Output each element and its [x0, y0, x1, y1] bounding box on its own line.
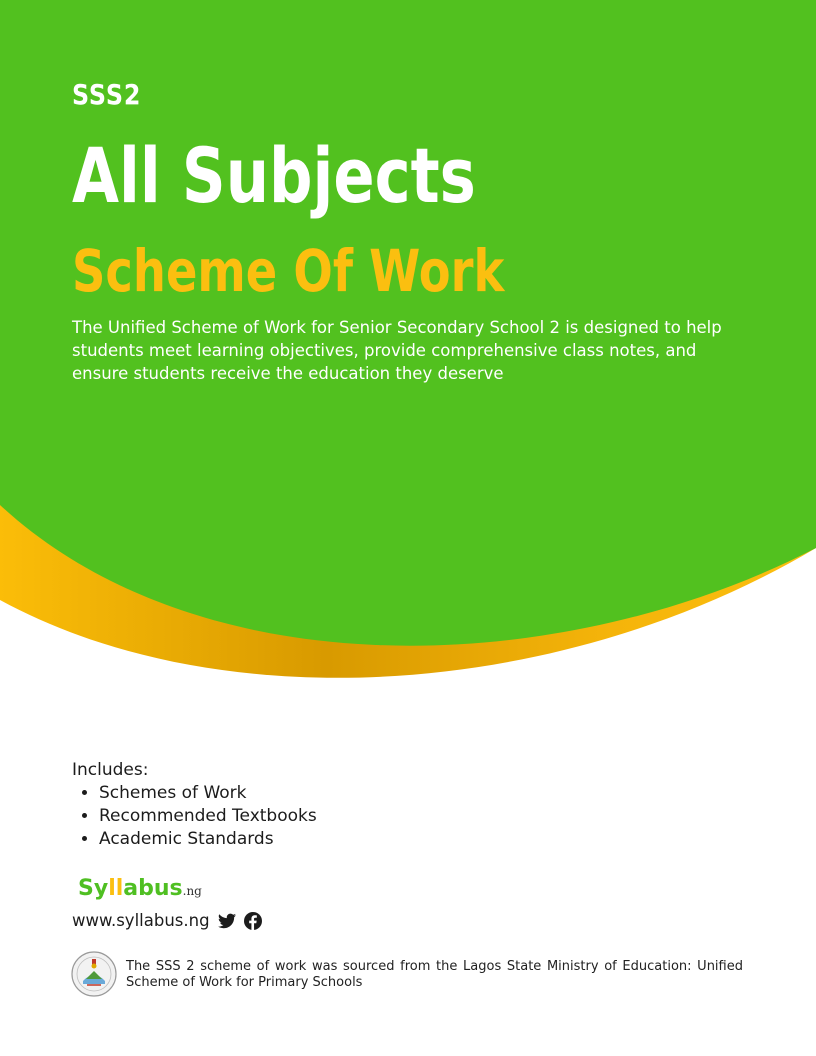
page-title: All Subjects	[72, 131, 476, 220]
syllabus-logo: Syllabus.ng	[78, 876, 202, 901]
twitter-icon[interactable]	[218, 913, 236, 929]
includes-list	[72, 782, 317, 851]
includes-heading: Includes:	[72, 760, 149, 780]
website-link[interactable]: www.syllabus.ng	[72, 911, 210, 930]
facebook-icon[interactable]	[244, 912, 262, 930]
cover-description: The Unified Scheme of Work for Senior Secondary School 2 is designed to help students meet learning objectives, provide comprehensive class notes, and ensure students receive the education they deserve	[72, 318, 722, 383]
contact-row	[72, 911, 262, 930]
list-item: • Recommended Textbooks	[99, 805, 317, 828]
includes-section	[72, 759, 317, 851]
grade-label: SSS2	[72, 78, 142, 111]
lagos-seal-icon	[71, 951, 117, 997]
list-item: • Schemes of Work	[99, 782, 317, 805]
page-subtitle: Scheme Of Work	[72, 237, 505, 305]
list-item: • Academic Standards	[99, 828, 317, 851]
source-note: The SSS 2 scheme of work was sourced from the Lagos State Ministry of Education: Unified Scheme of Work for Primary Schools	[126, 959, 743, 990]
